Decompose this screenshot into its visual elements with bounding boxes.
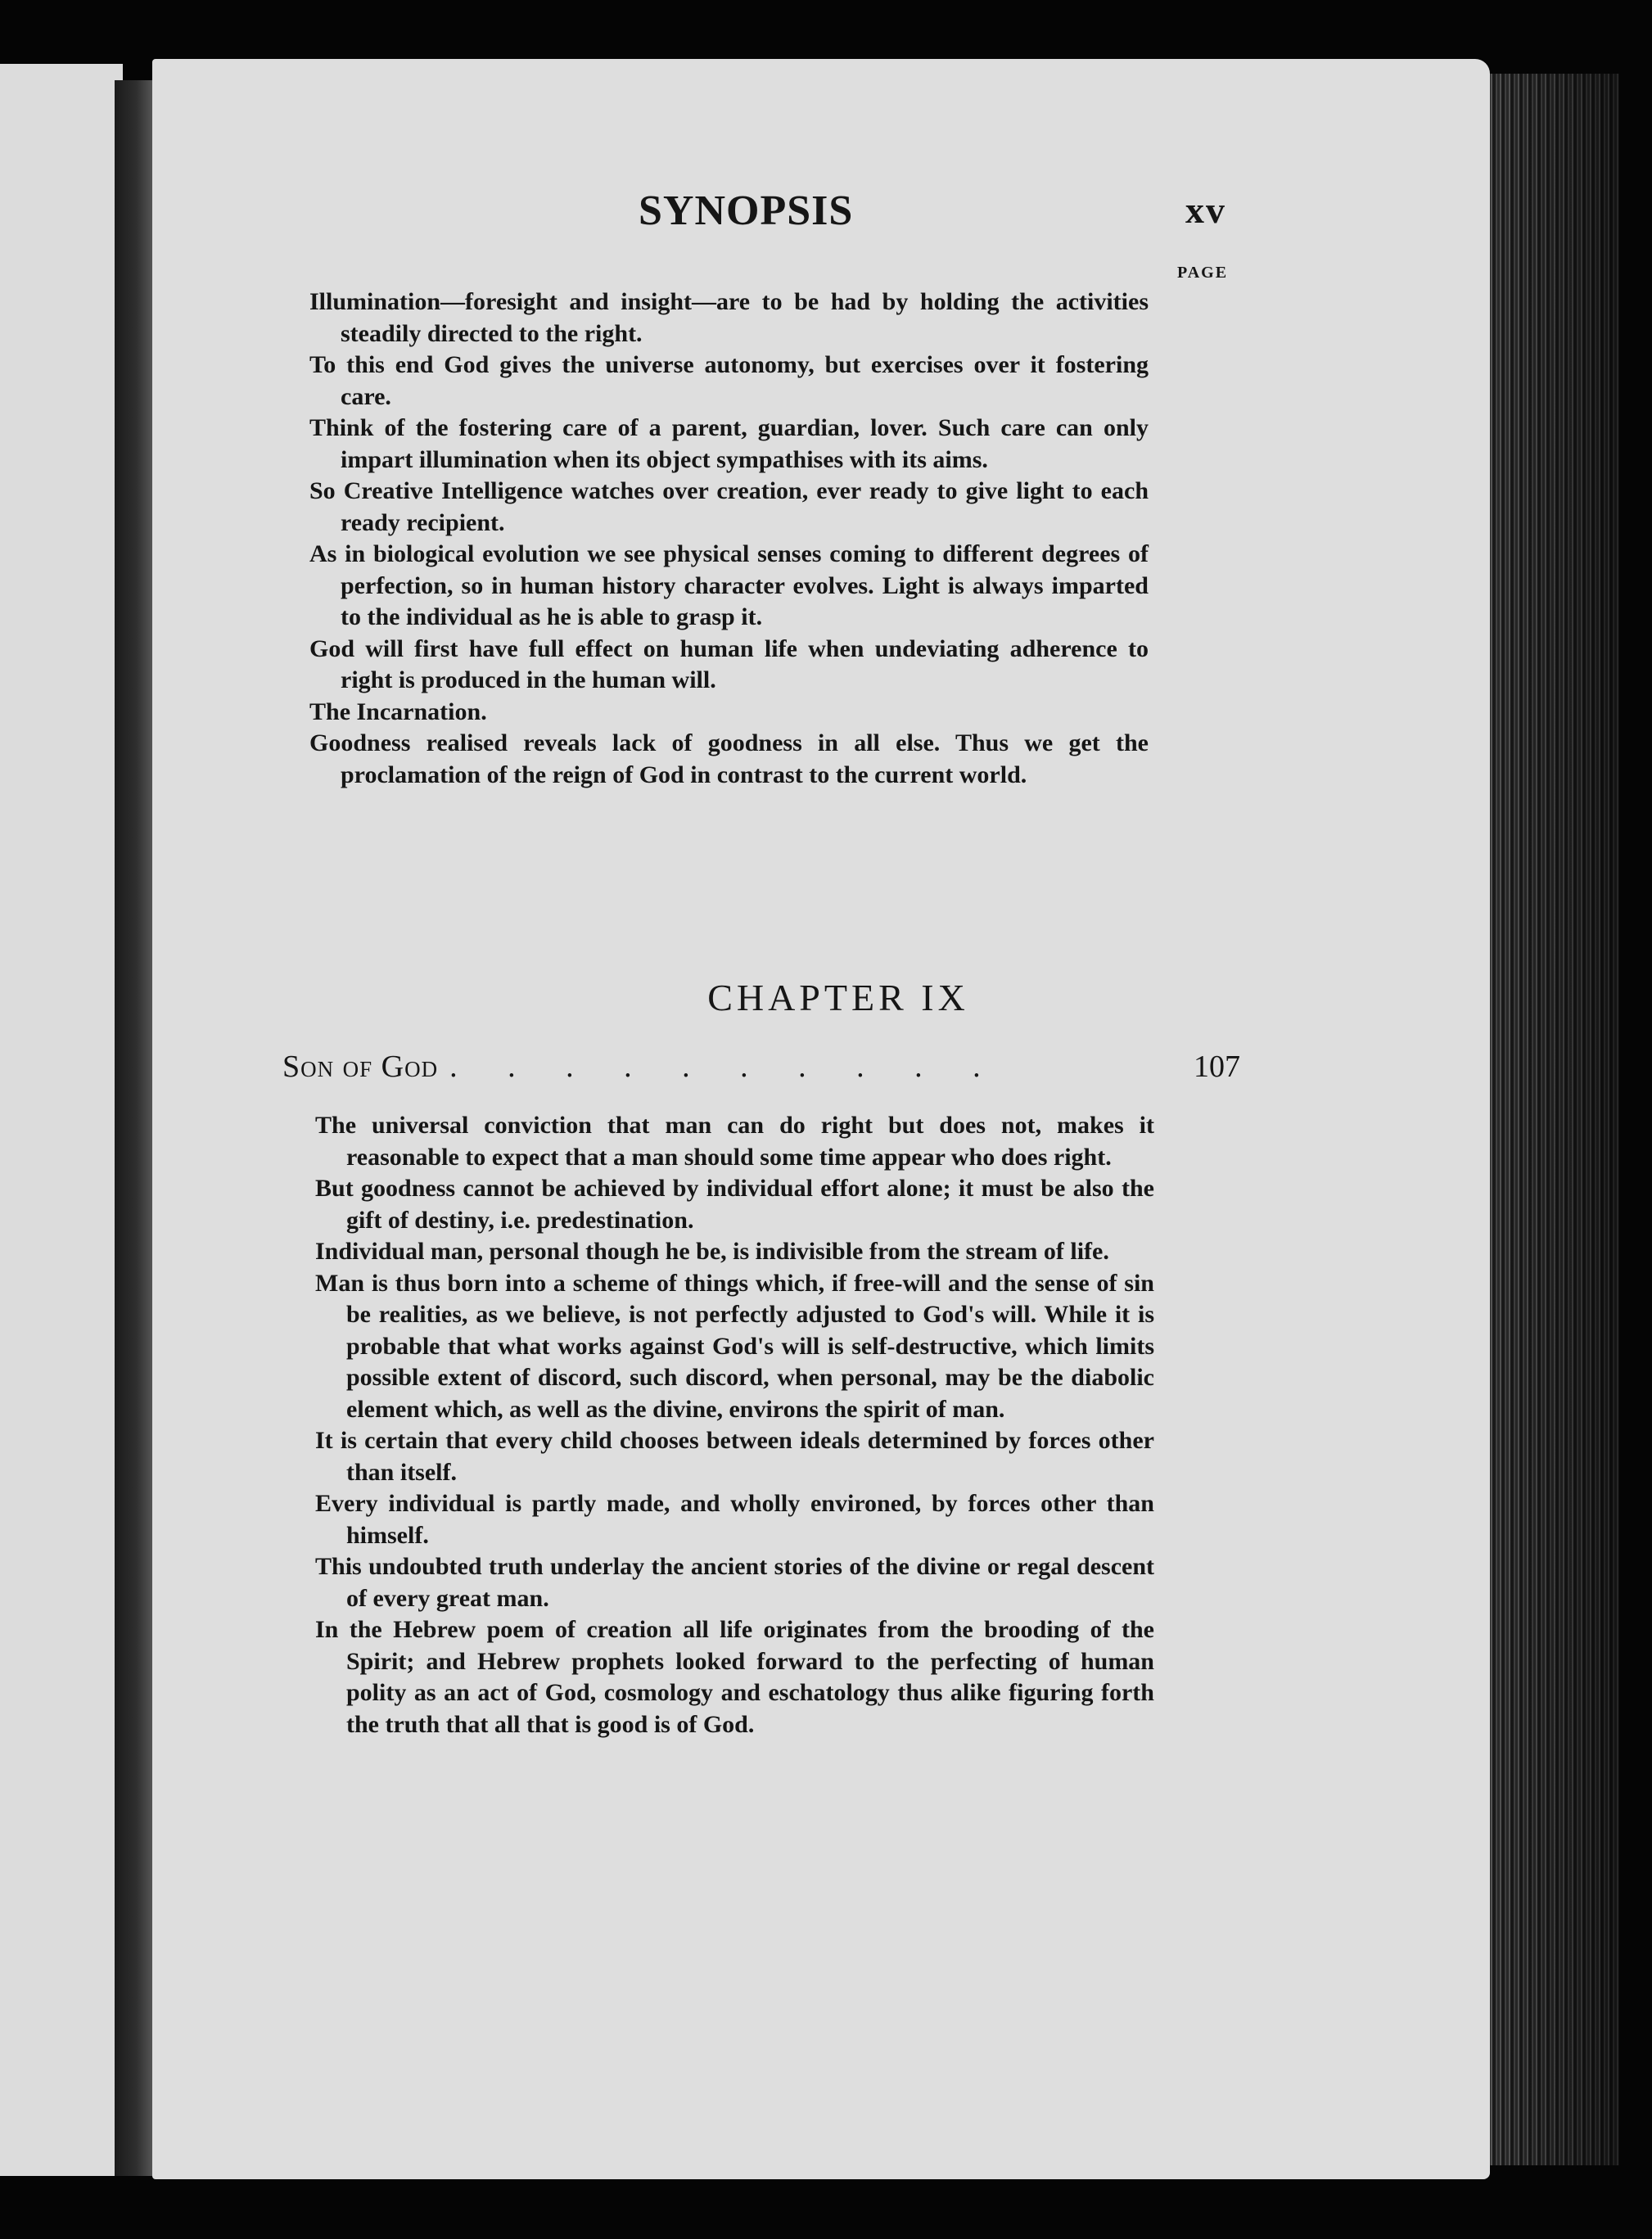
chapter-heading: CHAPTER IX <box>707 977 969 1018</box>
toc-entry-page: 107 <box>1194 1050 1240 1084</box>
synopsis-paragraph: Think of the fostering care of a parent, guardian, lover. Such care can only impart illumination when its object sympathises with its aims. <box>309 414 1149 473</box>
synopsis-paragraph: God will first have full effect on human life when undeviating adherence to right is produced in the human will. <box>309 634 1149 693</box>
synopsis-paragraph: But goodness cannot be achieved by individual effort alone; it must be also the gift of destiny, i.e. predestination. <box>315 1175 1154 1234</box>
page-header <box>0 187 1652 244</box>
synopsis-paragraph: As in biological evolution we see physical senses coming to different degrees of perfection, so in human history character evolves. Light is always imparted to the individual as he is able to grasp it. <box>309 540 1149 630</box>
synopsis-paragraph: The Incarnation. <box>309 697 487 725</box>
synopsis-paragraph: This undoubted truth underlay the ancient stories of the divine or regal descent of every great man. <box>315 1553 1154 1612</box>
toc-entry-son-of-god <box>282 1046 1240 1087</box>
synopsis-paragraph: So Creative Intelligence watches over creation, ever ready to give light to each ready recipient. <box>309 477 1149 536</box>
facing-page-edge <box>0 64 123 2176</box>
toc-dot-leader: . . . . . . . . . . <box>449 1050 1002 1084</box>
synopsis-paragraph: Individual man, personal though he be, is indivisible from the stream of life. <box>315 1238 1109 1265</box>
synopsis-paragraph: Goodness realised reveals lack of goodness in all else. Thus we get the proclamation of the reign of God in contrast to the current world. <box>309 729 1149 788</box>
page-edges-shadow <box>1488 74 1619 2165</box>
synopsis-paragraph: Man is thus born into a scheme of things which, if free-will and the sense of sin be realities, as we believe, is not perfectly adjusted to God's will. While it is probable that what works against God's will is self-destructive, which limits possible extent of discord, such discord, when personal, may be the diabolic element which, as well as the divine, environs the spirit of man. <box>315 1269 1154 1423</box>
synopsis-paragraph: The universal conviction that man can do right but does not, makes it reasonable to expect that a man should some time appear who does right. <box>315 1112 1154 1171</box>
synopsis-paragraph: In the Hebrew poem of creation all life originates from the brooding of the Spirit; and Hebrew prophets looked forward to the perfecting of human polity as an act of God, cosmology and eschatology thus alike figuring forth the truth that all that is good is of God. <box>315 1616 1154 1738</box>
synopsis-paragraphs-top <box>309 287 1149 791</box>
synopsis-paragraph: To this end God gives the universe autonomy, but exercises over it fostering care. <box>309 351 1149 410</box>
toc-entry-title: Son of God <box>282 1050 439 1084</box>
synopsis-paragraph: Illumination—foresight and insight—are to be had by holding the activities steadily directed to the right. <box>309 288 1149 347</box>
synopsis-paragraphs-chapter <box>315 1110 1154 1740</box>
running-head: SYNOPSIS <box>639 187 854 234</box>
synopsis-paragraph: It is certain that every child chooses between ideals determined by forces other than itself. <box>315 1427 1154 1486</box>
page-column-label: PAGE <box>1177 264 1229 282</box>
page-number: xv <box>1185 189 1226 231</box>
synopsis-paragraph: Every individual is partly made, and wholly environed, by forces other than himself. <box>315 1490 1154 1549</box>
